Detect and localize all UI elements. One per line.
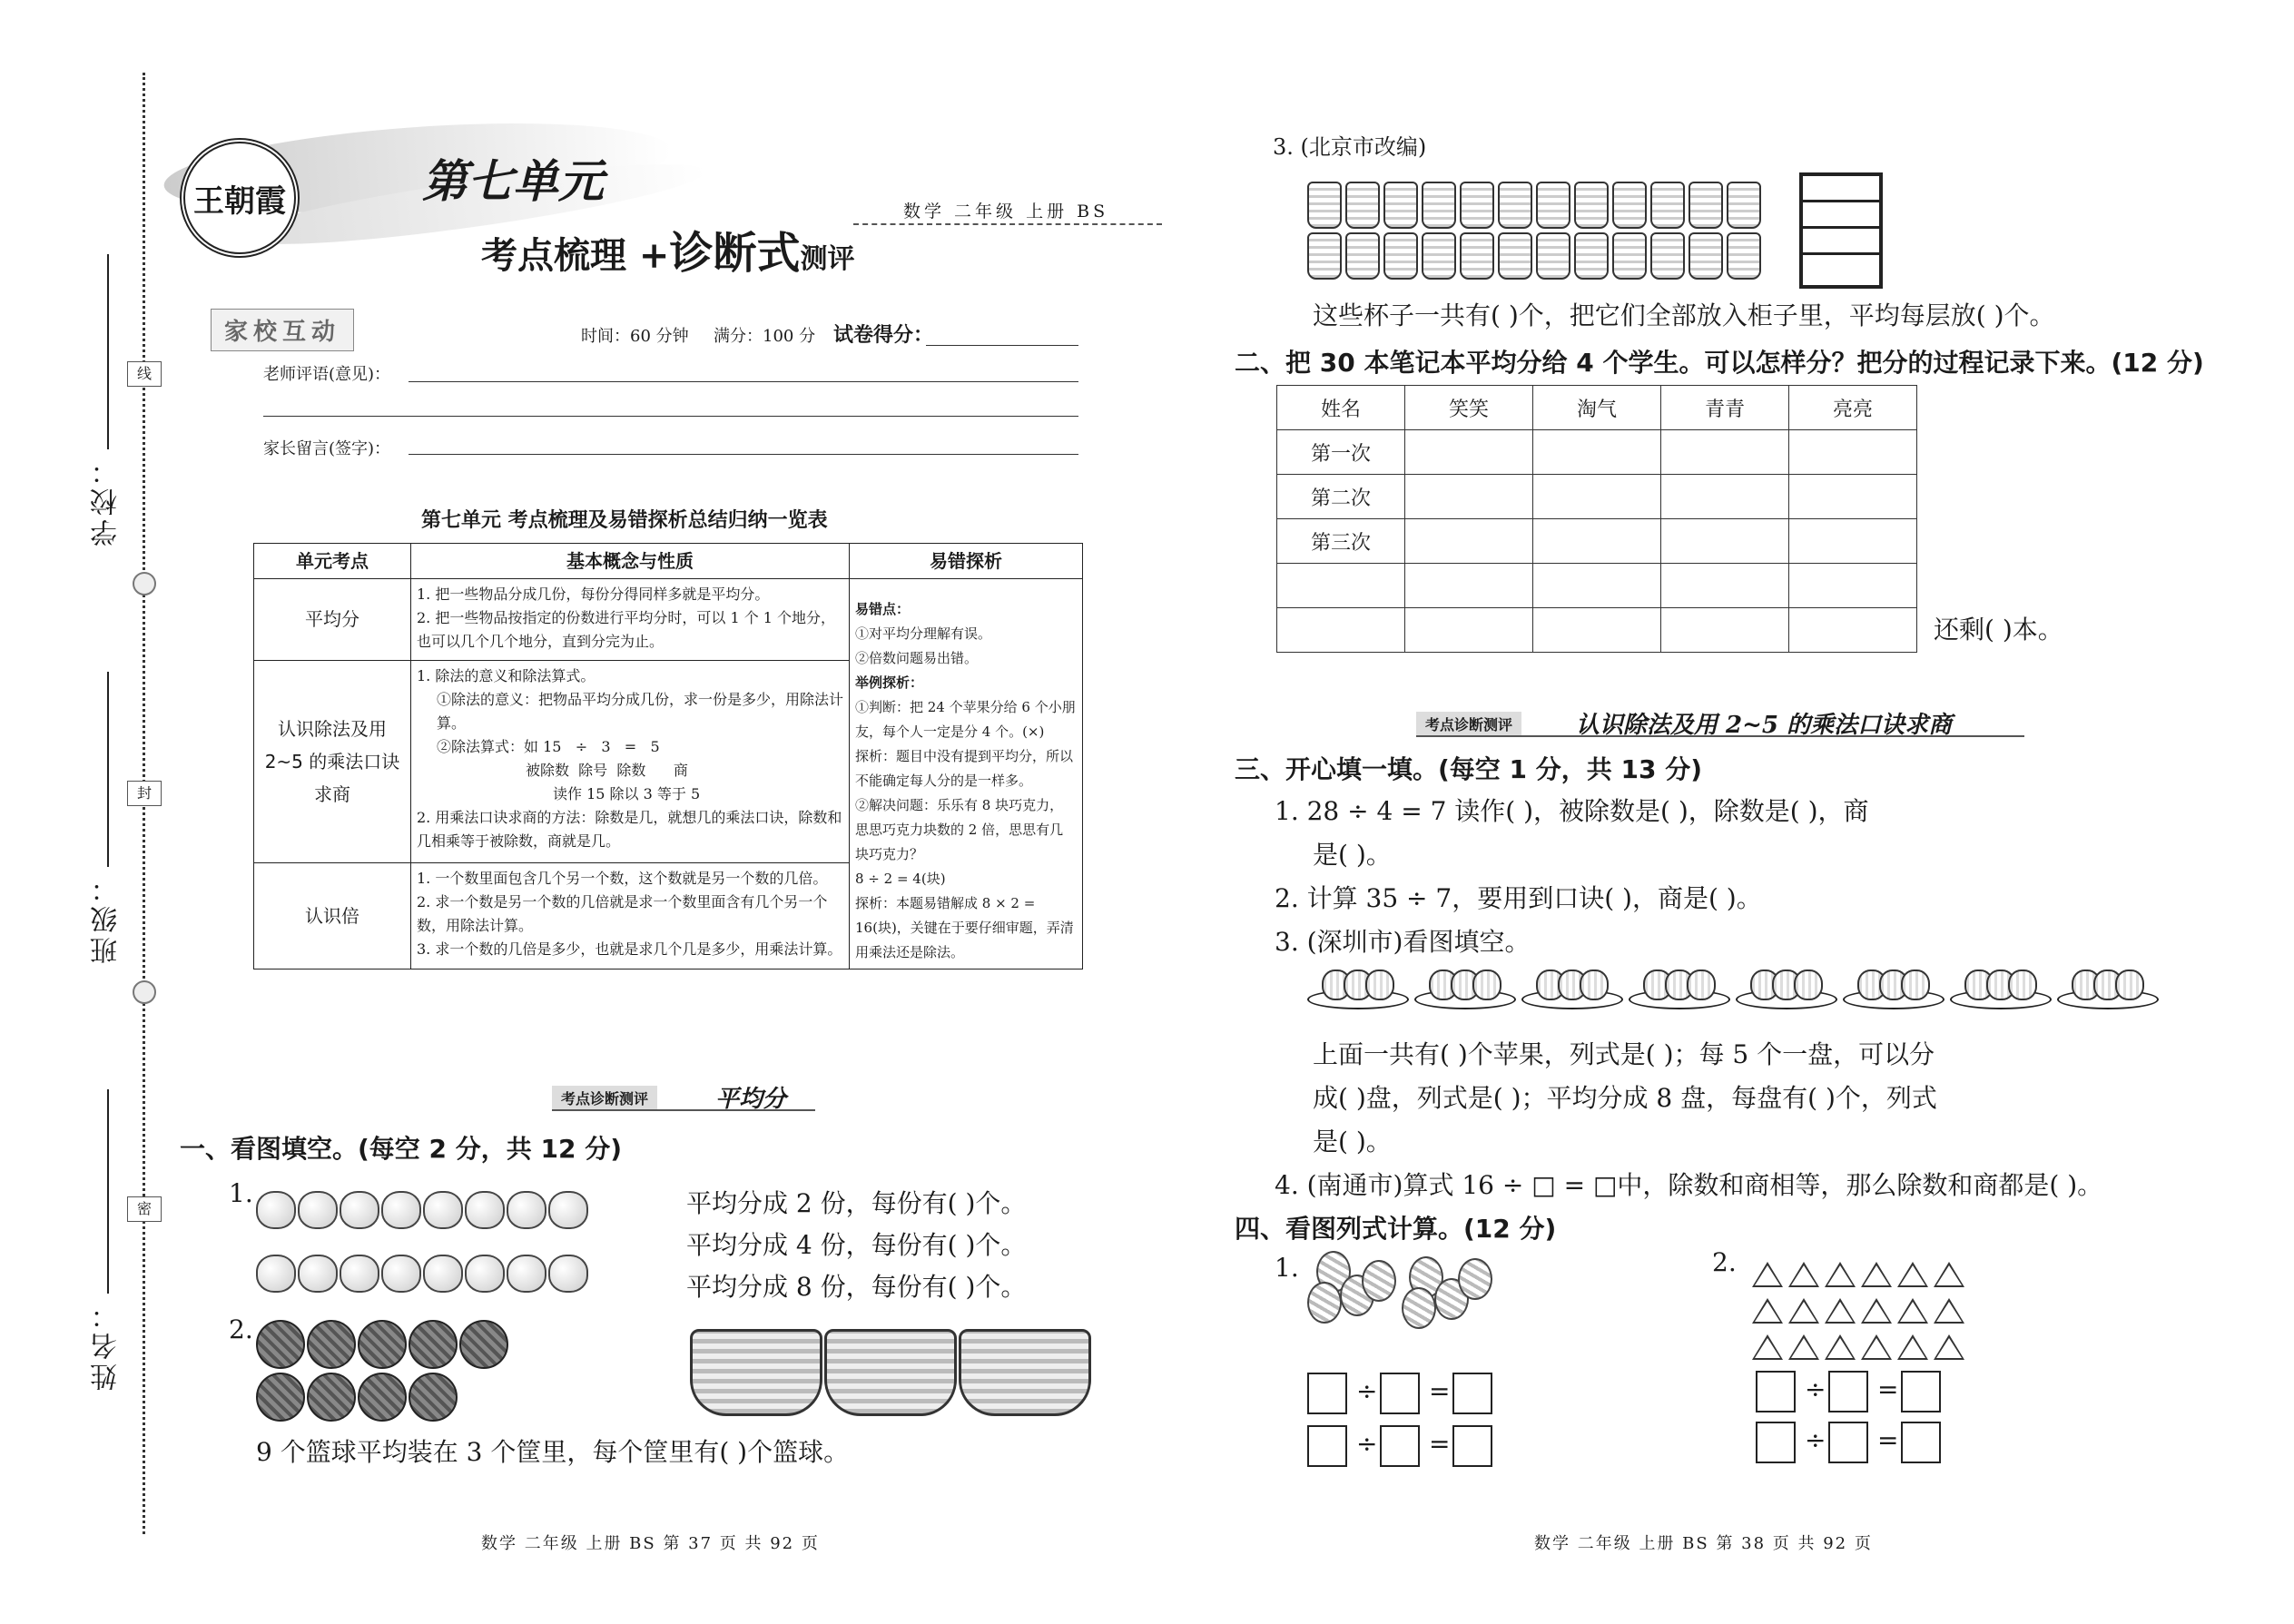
table-row [1277, 519, 1917, 564]
answer-box[interactable] [1756, 1371, 1796, 1412]
apple-icon [340, 1191, 379, 1229]
table-header: 笑笑 [1405, 386, 1533, 430]
plate-icon [1414, 966, 1512, 1008]
triangle-icon [1861, 1298, 1892, 1324]
q3-source: 3. (北京市改编) [1273, 134, 1427, 160]
banner-name: 认识除法及用 2~5 的乘法口诀求商 [1576, 712, 1953, 739]
cup-icon [1345, 182, 1380, 229]
answer-box[interactable] [1307, 1373, 1347, 1414]
apple-icon [381, 1255, 421, 1293]
brand-logo: 王朝霞 [180, 138, 300, 258]
subtitle-part: 考点梳理 + [481, 234, 670, 277]
answer-cell[interactable] [1405, 564, 1533, 608]
apple-icon [298, 1191, 338, 1229]
table-header: 易错探析 [850, 544, 1083, 579]
plate-icon [1950, 966, 2048, 1008]
question-number: 1. [1275, 1253, 1299, 1283]
basketballs-picture [256, 1320, 510, 1429]
record-table [1276, 385, 1917, 653]
cup-icon [1689, 232, 1723, 280]
binding-box-seal: 封 [127, 781, 162, 806]
table-header-row [1277, 386, 1917, 430]
balloon-icon [1402, 1287, 1436, 1329]
banner-rule [552, 1109, 815, 1111]
triangle-icon [1861, 1334, 1892, 1360]
answer-cell[interactable] [1405, 430, 1533, 475]
s3-item-3: 3. (深圳市)看图填空。 [1275, 927, 1531, 957]
cups-picture [1307, 182, 1770, 281]
table-header: 青青 [1661, 386, 1789, 430]
triangle-icon [1897, 1334, 1928, 1360]
triangle-icon [1897, 1298, 1928, 1324]
concept-line: 2. 把一些物品按指定的份数进行平均分时，可以 1 个 1 个地分，也可以几个几个地分，直到分完为止。 [417, 609, 836, 650]
basketball-icon [358, 1373, 407, 1422]
answer-cell[interactable] [1533, 430, 1661, 475]
triangles-picture [1752, 1262, 1970, 1371]
banner-tag: 考点诊断测评 [1416, 712, 1521, 736]
q1-line-4-parts[interactable]: 平均分成 4 份，每份有( )个。 [686, 1230, 1027, 1260]
answer-box[interactable] [1756, 1422, 1796, 1463]
s3-item-1-cont[interactable]: 是( )。 [1313, 840, 1392, 870]
parent-note-line[interactable] [409, 454, 1078, 455]
cup-icon [1650, 232, 1685, 280]
school-field[interactable] [107, 254, 109, 449]
cup-icon [1689, 182, 1723, 229]
remaining-text[interactable]: 还剩( )本。 [1934, 615, 2063, 645]
s3-item-3-line1[interactable]: 上面一共有( )个苹果，列式是( )；每 5 个一盘，可以分 [1313, 1039, 1935, 1069]
basketball-icon [409, 1320, 458, 1369]
error-line: ①判断：把 24 个苹果分给 6 个小朋友，每个人一定是分 4 个。(×) [855, 699, 1076, 740]
key-point-cell: 认识倍 [254, 863, 411, 969]
triangle-icon [1825, 1298, 1856, 1324]
balloon-icon [1307, 1282, 1342, 1324]
cup-icon [1307, 182, 1342, 229]
cup-icon [1498, 232, 1532, 280]
section-3-heading: 三、开心填一填。(每空 1 分，共 13 分) [1235, 754, 1703, 784]
concept-line: 2. 求一个数是另一个数的几倍就是求一个数里面含有几个另一个数，用除法计算。 [417, 893, 828, 935]
cup-icon [1460, 232, 1494, 280]
answer-box[interactable] [1452, 1425, 1492, 1467]
plate-icon [1629, 966, 1727, 1008]
balloon-icon [1458, 1258, 1492, 1300]
basketball-icon [307, 1373, 356, 1422]
binding-box-secret: 密 [127, 1196, 162, 1222]
error-line: ②解决问题：乐乐有 8 块巧克力，思思巧克力块数的 2 倍，思思有几块巧克力？ [855, 797, 1064, 862]
question-number: 1. [229, 1178, 253, 1208]
summary-table-title: 第七单元 考点梳理及易错探析总结归纳一览表 [421, 508, 828, 532]
apple-icon [548, 1255, 588, 1293]
divide-sign: ÷ [1805, 1374, 1826, 1404]
basket-icon [824, 1329, 957, 1416]
school-label: 学校： [91, 454, 123, 546]
apple-icon [548, 1191, 588, 1229]
row-label: 第三次 [1277, 519, 1405, 564]
concept-line: 读作 15 除以 3 等于 5 [553, 784, 701, 802]
equals-sign: = [1877, 1374, 1899, 1404]
divide-sign: ÷ [1356, 1429, 1378, 1459]
question-1-heading: 一、看图填空。(每空 2 分，共 12 分) [180, 1134, 623, 1164]
row-label: 第二次 [1277, 475, 1405, 519]
answer-box[interactable] [1380, 1373, 1420, 1414]
page-footer-left: 数学 二年级 上册 BS 第 37 页 共 92 页 [481, 1534, 820, 1553]
row-label: 第一次 [1277, 430, 1405, 475]
s3-item-4[interactable]: 4. (南通市)算式 16 ÷ □ = □中，除数和商相等，那么除数和商都是( )。 [1275, 1170, 2103, 1200]
teacher-comment-line[interactable] [263, 416, 1078, 417]
q2-text[interactable]: 9 个篮球平均装在 3 个筐里，每个筐里有( )个篮球。 [256, 1437, 850, 1467]
answer-box[interactable] [1380, 1425, 1420, 1467]
answer-box[interactable] [1901, 1371, 1941, 1412]
answer-cell[interactable] [1533, 475, 1661, 519]
subtitle-emphasis: 诊断式 [669, 228, 801, 279]
answer-cell[interactable] [1661, 475, 1789, 519]
answer-cell[interactable] [1789, 608, 1917, 653]
basket-icon [690, 1329, 822, 1416]
equals-sign: = [1877, 1425, 1899, 1455]
cup-icon [1383, 232, 1418, 280]
error-analysis-cell [850, 579, 1083, 969]
q1-line-2-parts[interactable]: 平均分成 2 份，每份有( )个。 [686, 1188, 1027, 1218]
answer-cell[interactable] [1405, 608, 1533, 653]
cup-icon [1498, 182, 1532, 229]
basketball-icon [459, 1320, 508, 1369]
section-banner [552, 1080, 824, 1111]
answer-cell[interactable] [1789, 519, 1917, 564]
triangle-icon [1752, 1298, 1783, 1324]
cup-icon [1536, 182, 1570, 229]
concept-line: 1. 除法的意义和除法算式。 [417, 666, 596, 684]
answer-cell[interactable] [1533, 608, 1661, 653]
apple-icon [298, 1255, 338, 1293]
error-line: 易错点： [855, 601, 911, 617]
table-row [1277, 608, 1917, 653]
triangle-icon [1934, 1334, 1964, 1360]
cup-icon [1574, 182, 1609, 229]
section-2-heading: 二、把 30 本笔记本平均分给 4 个学生。可以怎样分？把分的过程记录下来。(12 分) [1235, 348, 2204, 378]
series-tag: 数学 二年级 上册 BS [903, 202, 1109, 221]
answer-cell[interactable] [1405, 519, 1533, 564]
cup-icon [1574, 232, 1609, 280]
row-label[interactable] [1277, 564, 1405, 608]
answer-cell[interactable] [1661, 564, 1789, 608]
answer-cell[interactable] [1661, 608, 1789, 653]
answer-box[interactable] [1307, 1425, 1347, 1467]
answer-cell[interactable] [1533, 564, 1661, 608]
concept-line: 1. 把一些物品分成几份，每份分得同样多就是平均分。 [417, 586, 770, 603]
s3-item-2[interactable]: 2. 计算 35 ÷ 7，要用到口诀( )，商是( )。 [1275, 883, 1762, 913]
concept-line: ②除法算式：如 15 ÷ 3 = 5 [437, 737, 660, 755]
table-header: 淘气 [1533, 386, 1661, 430]
score-blank[interactable] [926, 345, 1078, 346]
basketball-icon [256, 1373, 305, 1422]
triangle-icon [1934, 1262, 1964, 1287]
name-field[interactable] [107, 1089, 109, 1294]
apple-icon [423, 1255, 463, 1293]
plate-icon [2057, 966, 2155, 1008]
name-label: 姓名： [91, 1298, 123, 1391]
question-number: 2. [229, 1314, 253, 1344]
table-row [1277, 564, 1917, 608]
triangle-icon [1861, 1262, 1892, 1287]
triangle-icon [1752, 1262, 1783, 1287]
cup-icon [1612, 232, 1647, 280]
triangle-icon [1825, 1334, 1856, 1360]
plate-icon [1843, 966, 1941, 1008]
banner-rule [1416, 735, 2024, 737]
error-line: 探析：题目中没有提到平均分，所以不能确定每人分的是一样多。 [855, 748, 1074, 789]
concept-line: 3. 求一个数的几倍是多少，也就是求几个几是多少，用乘法计算。 [417, 940, 842, 959]
time-limit: 时间：60 分钟 [581, 327, 689, 346]
concept-cell [411, 579, 850, 661]
page-footer-right: 数学 二年级 上册 BS 第 38 页 共 92 页 [1534, 1534, 1873, 1553]
concept-line: 被除数 除号 除数 商 [526, 761, 688, 779]
plate-icon [1521, 966, 1620, 1008]
banner-tag: 考点诊断测评 [552, 1086, 657, 1110]
cup-icon [1727, 232, 1761, 280]
full-score: 满分：100 分 [714, 327, 816, 346]
unit-title: 第七单元 [422, 154, 604, 208]
triangle-icon [1934, 1298, 1964, 1324]
error-line: 举例探析： [855, 674, 924, 691]
q3-text[interactable]: 这些杯子一共有( )个，把它们全部放入柜子里，平均每层放( )个。 [1313, 300, 2055, 330]
row-label[interactable] [1277, 608, 1405, 653]
score-label: 试卷得分： [833, 324, 934, 347]
error-line: 8 ÷ 2 = 4(块) [855, 871, 946, 887]
apple-icon [465, 1255, 505, 1293]
apple-icon [256, 1191, 296, 1229]
cup-icon [1612, 182, 1647, 229]
apple-icon [381, 1191, 421, 1229]
section-banner [1416, 706, 2033, 737]
home-school-badge: 家校互动 [211, 309, 354, 351]
table-row [1277, 475, 1917, 519]
header-rule [853, 223, 1162, 225]
divide-sign: ÷ [1805, 1425, 1826, 1455]
punch-hole [133, 980, 156, 1004]
cup-icon [1536, 232, 1570, 280]
cup-icon [1460, 182, 1494, 229]
key-point-cell: 认识除法及用 2~5 的乘法口诀求商 [254, 660, 411, 863]
teacher-comment-label: 老师评语(意见)： [263, 365, 391, 384]
triangle-icon [1788, 1262, 1819, 1287]
subtitle-part: 测评 [800, 243, 855, 275]
answer-box[interactable] [1452, 1373, 1492, 1414]
plate-icon [1307, 966, 1405, 1008]
triangle-icon [1752, 1334, 1783, 1360]
cup-icon [1422, 232, 1456, 280]
apple-icon [465, 1191, 505, 1229]
cup-icon [1422, 182, 1456, 229]
teacher-comment-line[interactable] [409, 381, 1078, 382]
punch-hole [133, 572, 156, 595]
answer-cell[interactable] [1789, 475, 1917, 519]
concept-line: ①除法的意义：把物品平均分成几份，求一份是多少，用除法计算。 [437, 690, 844, 732]
q1-line-8-parts[interactable]: 平均分成 8 份，每份有( )个。 [686, 1272, 1027, 1302]
divide-sign: ÷ [1356, 1376, 1378, 1406]
s3-item-3-line3[interactable]: 是( )。 [1313, 1127, 1392, 1156]
summary-table [253, 543, 1083, 969]
key-point-cell: 平均分 [254, 579, 411, 661]
basket-icon [959, 1329, 1091, 1416]
cup-icon [1307, 232, 1342, 280]
answer-cell[interactable] [1789, 430, 1917, 475]
equals-sign: = [1429, 1429, 1451, 1459]
question-number: 2. [1712, 1247, 1737, 1277]
answer-box[interactable] [1828, 1422, 1868, 1463]
concept-line: 1. 一个数里面包含几个另一个数，这个数就是另一个数的几倍。 [417, 870, 828, 888]
concept-line: 2. 用乘法口诀求商的方法：除数是几，就想几的乘法口诀，除数和几相乘等于被除数，商就是几。 [417, 808, 842, 850]
concept-cell [411, 660, 850, 863]
table-header: 姓名 [1277, 386, 1405, 430]
binding-box-line: 线 [127, 361, 162, 387]
error-line: ①对平均分理解有误。 [855, 625, 992, 642]
equals-sign: = [1429, 1376, 1451, 1406]
basketball-icon [307, 1320, 356, 1369]
apple-icon [507, 1255, 546, 1293]
basketball-icon [256, 1320, 305, 1369]
apple-icon [507, 1191, 546, 1229]
table-header: 亮亮 [1789, 386, 1917, 430]
error-line: ②倍数问题易出错。 [855, 650, 979, 666]
answer-cell[interactable] [1789, 564, 1917, 608]
class-label: 班级： [91, 871, 123, 964]
error-line: 探析：本题易错解成 8 × 2 = 16(块)，关键在于要仔细审题，弄清用乘法还是除法。 [855, 895, 1074, 960]
table-header-row [254, 544, 1083, 579]
apples-picture [256, 1180, 619, 1307]
table-row [1277, 430, 1917, 475]
section-4-heading: 四、看图列式计算。(12 分) [1235, 1214, 1557, 1244]
cup-icon [1727, 182, 1761, 229]
basketball-icon [409, 1373, 458, 1422]
cup-icon [1383, 182, 1418, 229]
apple-plates-picture [1307, 966, 2179, 1017]
parent-note-label: 家长留言(签字)： [263, 439, 391, 458]
answer-cell[interactable] [1661, 519, 1789, 564]
s3-item-1[interactable]: 1. 28 ÷ 4 = 7 读作( )，被除数是( )，除数是( )，商 [1275, 796, 1869, 826]
s3-item-3-line2[interactable]: 成( )盘，列式是( )；平均分成 8 盘，每盘有( )个，列式 [1313, 1083, 1937, 1113]
apple-icon [423, 1191, 463, 1229]
basketball-icon [358, 1320, 407, 1369]
apple-icon [340, 1255, 379, 1293]
table-header: 单元考点 [254, 544, 411, 579]
plate-icon [1736, 966, 1834, 1008]
page-subtitle [481, 218, 854, 281]
triangle-icon [1825, 1262, 1856, 1287]
triangle-icon [1788, 1298, 1819, 1324]
balloon-icon [1362, 1260, 1396, 1302]
answer-cell[interactable] [1533, 519, 1661, 564]
banner-name: 平均分 [715, 1086, 787, 1113]
answer-cell[interactable] [1661, 430, 1789, 475]
triangle-icon [1897, 1262, 1928, 1287]
cup-icon [1345, 232, 1380, 280]
answer-box[interactable] [1901, 1422, 1941, 1463]
table-header: 基本概念与性质 [411, 544, 850, 579]
triangle-icon [1788, 1334, 1819, 1360]
concept-cell [411, 863, 850, 969]
cup-icon [1650, 182, 1685, 229]
balloons-picture [1307, 1251, 1507, 1360]
apple-icon [256, 1255, 296, 1293]
class-field[interactable] [107, 672, 109, 867]
cabinet-icon [1799, 172, 1883, 289]
answer-box[interactable] [1828, 1371, 1868, 1412]
answer-cell[interactable] [1405, 475, 1533, 519]
table-row [254, 579, 1083, 661]
